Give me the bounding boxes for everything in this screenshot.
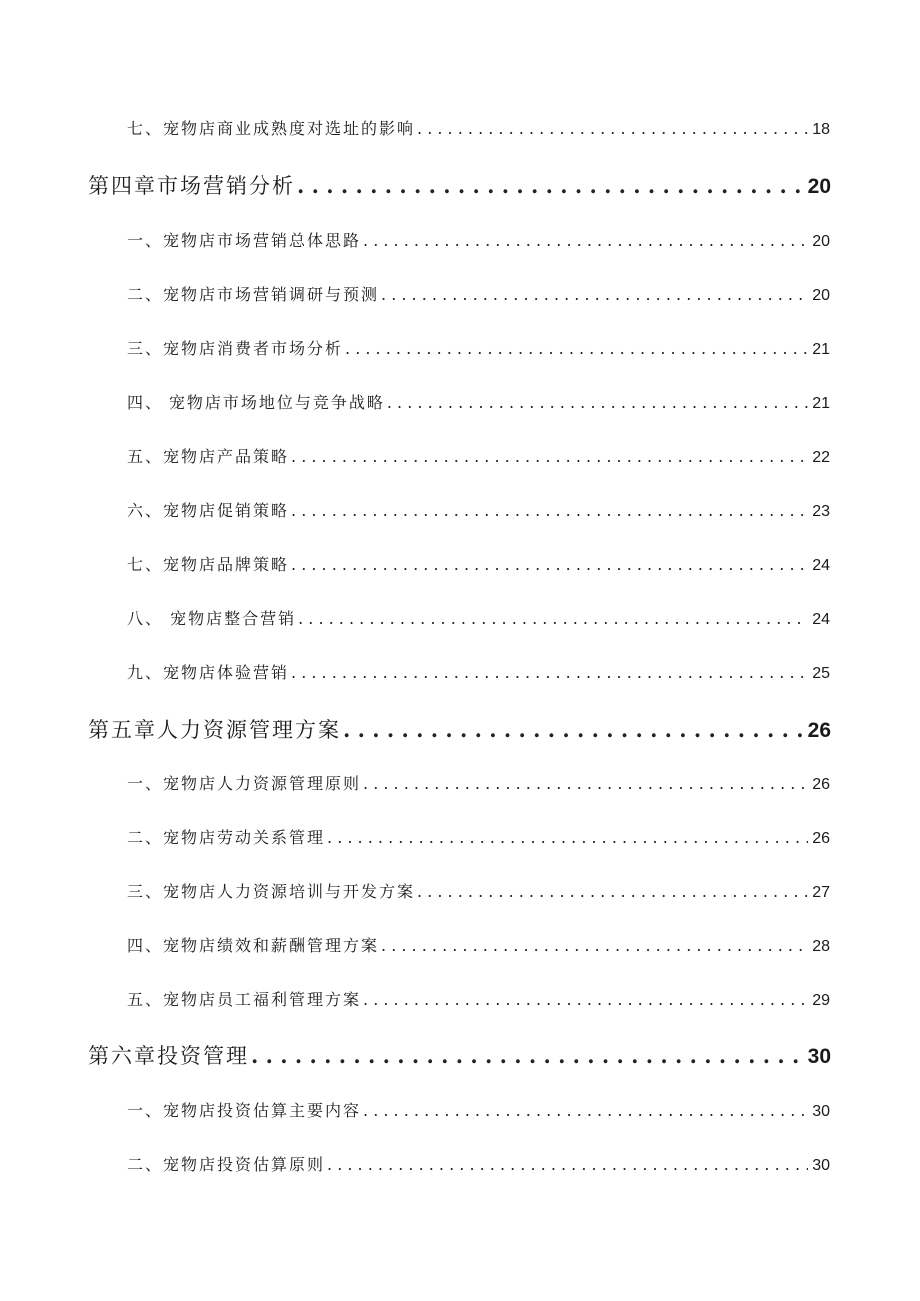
toc-entry-number: 一、 <box>127 231 164 250</box>
toc-entry-title: 宠物店产品策略 <box>163 447 290 466</box>
toc-entry-title: 宠物店市场营销总体思路 <box>163 231 362 250</box>
toc-entry-page: 18 <box>812 121 830 138</box>
toc-entry-title: 宠物店市场营销调研与预测 <box>163 285 380 304</box>
toc-entry-number: 四、 <box>127 393 164 412</box>
toc-chapter-title: 第四章市场营销分析 <box>88 174 295 198</box>
toc-entry-page: 20 <box>812 233 830 250</box>
toc-entry-title: 宠物店劳动关系管理 <box>163 828 326 847</box>
dot-leader <box>251 1043 804 1068</box>
toc-entry[interactable] <box>127 606 830 629</box>
toc-entry[interactable] <box>127 552 830 575</box>
toc-entry-number: 二、 <box>127 1155 164 1174</box>
toc-entry-number: 五、 <box>127 447 164 466</box>
dot-leader <box>297 173 804 198</box>
dot-leader <box>345 339 808 358</box>
dot-leader <box>363 774 808 793</box>
toc-entry[interactable] <box>127 1152 830 1175</box>
toc-entry-title: 宠物店消费者市场分析 <box>163 339 344 358</box>
toc-entry-page: 21 <box>812 395 830 412</box>
toc-entry[interactable] <box>127 498 830 521</box>
toc-chapter[interactable] <box>88 1040 831 1070</box>
toc-entry-page: 26 <box>812 776 830 793</box>
toc-chapter[interactable] <box>88 170 831 200</box>
toc-entry-page: 21 <box>812 341 830 358</box>
toc-chapter[interactable] <box>88 714 831 744</box>
toc-entry[interactable] <box>127 282 830 305</box>
toc-entry-number: 七、 <box>127 555 164 574</box>
toc-entry-number: 六、 <box>127 501 164 520</box>
toc-entry[interactable] <box>127 987 830 1010</box>
toc-entry-page: 25 <box>812 665 830 682</box>
dot-leader <box>291 663 808 682</box>
toc-entry-number: 二、 <box>127 285 164 304</box>
toc-entry-title: 宠物店品牌策略 <box>163 555 290 574</box>
toc-entry-number: 八、 <box>127 609 164 628</box>
toc-entry-page: 30 <box>812 1103 830 1120</box>
toc-entry-title: 宠物店整合营销 <box>170 609 297 628</box>
toc-entry-number: 二、 <box>127 828 164 847</box>
dot-leader <box>381 936 808 955</box>
toc-entry-page: 20 <box>812 287 830 304</box>
toc-entry-number: 一、 <box>127 774 164 793</box>
toc-entry[interactable] <box>127 228 830 251</box>
toc-entry[interactable] <box>127 660 830 683</box>
dot-leader <box>363 231 808 250</box>
dot-leader <box>298 609 808 628</box>
toc-entry-title: 宠物店人力资源培训与开发方案 <box>163 882 416 901</box>
dot-leader <box>291 555 808 574</box>
dot-leader <box>291 501 808 520</box>
dot-leader <box>291 447 808 466</box>
toc-entry-title: 宠物店市场地位与竞争战略 <box>168 393 385 412</box>
toc-entry-title: 宠物店体验营销 <box>163 663 290 682</box>
toc-entry-title: 宠物店绩效和薪酬管理方案 <box>163 936 380 955</box>
toc-entry[interactable] <box>127 336 830 359</box>
toc-entry-number: 三、 <box>127 339 164 358</box>
dot-leader <box>327 1155 808 1174</box>
toc-entry-page: 24 <box>812 611 830 628</box>
dot-leader <box>387 393 808 412</box>
toc-entry[interactable] <box>127 825 830 848</box>
toc-entry-number: 五、 <box>127 990 164 1009</box>
toc-chapter-title: 第六章投资管理 <box>88 1044 249 1068</box>
toc-entry-page: 30 <box>812 1157 830 1174</box>
toc-entry-page: 24 <box>812 557 830 574</box>
toc-entry-title: 宠物店人力资源管理原则 <box>163 774 362 793</box>
toc-entry-title: 宠物店促销策略 <box>163 501 290 520</box>
toc-entry[interactable] <box>127 771 830 794</box>
dot-leader <box>343 717 804 742</box>
toc-entry-number: 四、 <box>127 936 164 955</box>
toc-chapter-title: 第五章人力资源管理方案 <box>88 718 341 742</box>
dot-leader <box>417 119 808 138</box>
toc-entry-number: 七、 <box>127 119 164 138</box>
dot-leader <box>327 828 808 847</box>
toc-entry[interactable] <box>127 879 830 902</box>
toc-entry-page: 27 <box>812 884 830 901</box>
toc-entry-title: 宠物店员工福利管理方案 <box>163 990 362 1009</box>
toc-entry-number: 一、 <box>127 1101 164 1120</box>
toc-entry-title: 宠物店商业成熟度对选址的影响 <box>163 119 416 138</box>
dot-leader <box>363 1101 808 1120</box>
dot-leader <box>417 882 808 901</box>
toc-entry-number: 九、 <box>127 663 164 682</box>
toc-entry[interactable] <box>127 933 830 956</box>
toc-entry-title: 宠物店投资估算主要内容 <box>163 1101 362 1120</box>
toc-entry[interactable] <box>127 444 830 467</box>
dot-leader <box>381 285 808 304</box>
toc-entry-page: 23 <box>812 503 830 520</box>
dot-leader <box>363 990 808 1009</box>
toc-entry-page: 29 <box>812 992 830 1009</box>
toc-chapter-page: 30 <box>807 1045 831 1068</box>
toc-entry-page: 28 <box>812 938 830 955</box>
toc-chapter-page: 26 <box>807 719 831 742</box>
toc-entry-page: 22 <box>812 449 830 466</box>
toc-entry-title: 宠物店投资估算原则 <box>163 1155 326 1174</box>
toc-entry-number: 三、 <box>127 882 164 901</box>
toc-entry[interactable] <box>127 116 830 139</box>
toc-entry[interactable] <box>127 1098 830 1121</box>
toc-entry[interactable] <box>127 390 830 413</box>
toc-entry-page: 26 <box>812 830 830 847</box>
toc-chapter-page: 20 <box>807 175 831 198</box>
